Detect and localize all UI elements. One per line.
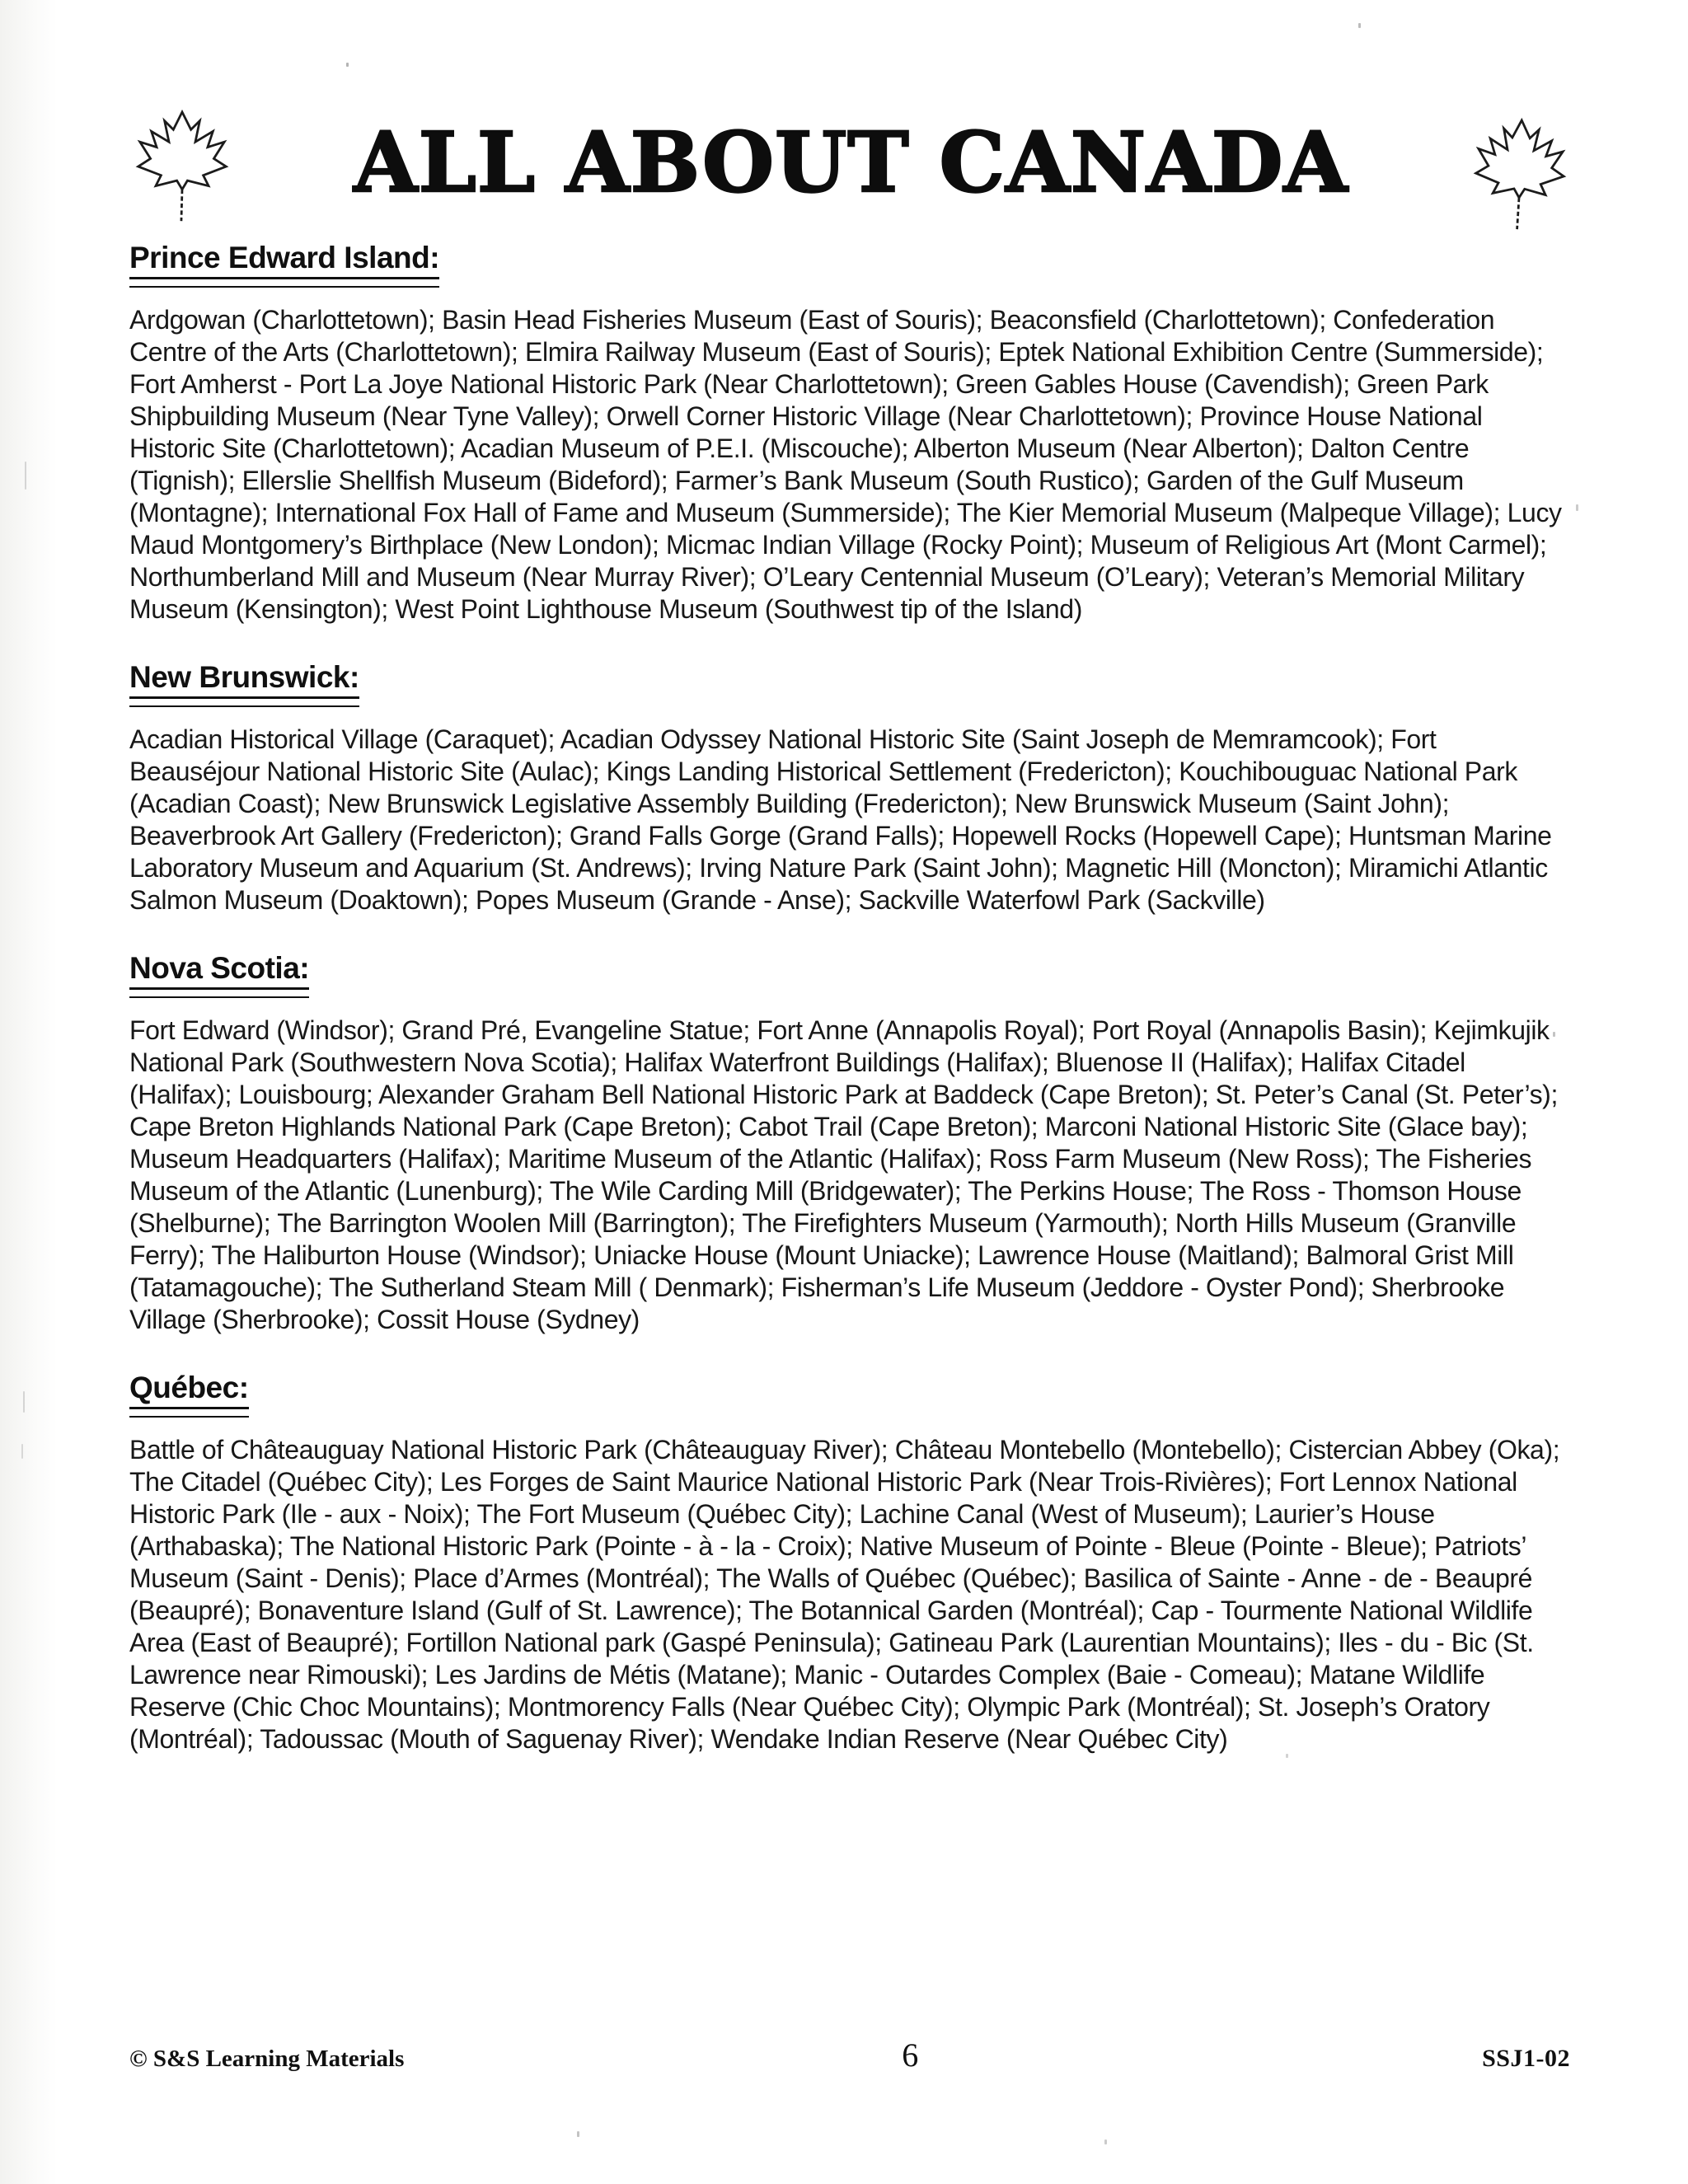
scan-speck <box>1553 1032 1555 1037</box>
scan-speck <box>346 63 349 67</box>
page-header <box>129 104 1573 236</box>
page-footer <box>129 2036 1570 2074</box>
section-nova-scotia <box>129 951 1573 1336</box>
scan-speck <box>1104 2139 1107 2144</box>
section-body: Fort Edward (Windsor); Grand Pré, Evangeline Statue; Fort Anne (Annapolis Royal); Port Royal (Annapolis Basin); Kejimkujik National Park (Southwestern Nova Scotia); Halifax Waterfront Buildings (Halifax); Bluenose II (Halifax); Halifax Citadel (Halifax); Louisbourg; Alexander Graham Bell National Historic Park at Baddeck (Cape Breton); St. Peter’s Canal (St. Peter’s); Cape Breton Highlands National Park (Cape Breton); Cabot Trail (Cape Breton); Marconi National Historic Site (Glace bay); Museum Headquarters (Halifax); Maritime Museum of the Atlantic (Halifax); Ross Farm Museum (New Ross); The Fisheries Museum of the Atlantic (Lunenburg); The Wile Carding Mill (Bridgewater); The Perkins House; The Ross - Thomson House (Shelburne); The Barrington Woolen Mill (Barrington); The Firefighters Museum (Yarmouth); North Hills Museum (Granville Ferry); The Haliburton House (Windsor); Uniacke House (Mount Uniacke); Lawrence House (Maitland); Balmoral Grist Mill (Tatamagouche); The Sutherland Steam Mill ( Denmark); Fisherman’s Life Museum (Jeddore - Oyster Pond); Sherbrooke Village (Sherbrooke); Cossit House (Sydney) <box>129 1015 1558 1334</box>
scan-speck <box>577 2131 579 2137</box>
section-body: Acadian Historical Village (Caraquet); Acadian Odyssey National Historic Site (Saint Joseph de Memramcook); Fort Beauséjour National Historic Site (Aulac); Kings Landing Historical Settlement (Fredericton); Kouchibouguac National Park (Acadian Coast); New Brunswick Legislative Assembly Building (Fredericton); New Brunswick Museum (Saint John); Beaverbrook Art Gallery (Fredericton); Grand Falls Gorge (Grand Falls); Hopewell Rocks (Hopewell Cape); Huntsman Marine Laboratory Museum and Aquarium (St. Andrews); Irving Nature Park (Saint John); Magnetic Hill (Moncton); Miramichi Atlantic Salmon Museum (Doaktown); Popes Museum (Grande - Anse); Sackville Waterfowl Park (Sackville) <box>129 724 1552 915</box>
scan-speck <box>25 462 26 490</box>
scan-speck <box>1286 1754 1288 1758</box>
page-title: ALL ABOUT CANADA <box>353 114 1348 211</box>
section-heading: New Brunswick: <box>129 660 1573 707</box>
document-code: SSJ1-02 <box>1482 2045 1570 2072</box>
section-body: Battle of Châteauguay National Historic Park (Châteauguay River); Château Montebello (Montebello); Cistercian Abbey (Oka); The Citadel (Québec City); Les Forges de Saint Maurice National Historic Park (Near Trois-Rivières); Fort Lennox National Historic Park (Ile - aux - Noix); The Fort Museum (Québec City); Lachine Canal (West of Museum); Laurier’s House (Arthabaska); The National Historic Park (Pointe - à - la - Croix); Native Museum of Pointe - Bleue (Pointe - Bleue); Patriots’ Museum (Saint - Denis); Place d’Armes (Montréal); The Walls of Québec (Québec); Basilica of Sainte - Anne - de - Beaupré (Beaupré); Bonaventure Island (Gulf of St. Lawrence); The Botannical Garden (Montréal); Cap - Tourmente National Wildlife Area (East of Beaupré); Fortillon National park (Gaspé Peninsula); Gatineau Park (Laurentian Mountains); Iles - du - Bic (St. Lawrence near Rimouski); Les Jardins de Métis (Matane); Manic - Outardes Complex (Baie - Comeau); Matane Wildlife Reserve (Chic Choc Mountains); Montmorency Falls (Near Québec City); Olympic Park (Montréal); St. Joseph’s Oratory (Montréal); Tadoussac (Mouth of Saguenay River); Wendake Indian Reserve (Near Québec City) <box>129 1435 1560 1754</box>
section-prince-edward-island <box>129 241 1573 626</box>
section-new-brunswick <box>129 660 1573 916</box>
page-number: 6 <box>902 2036 919 2074</box>
section-body: Ardgowan (Charlottetown); Basin Head Fisheries Museum (East of Souris); Beaconsfield (Charlottetown); Confederation Centre of the Arts (Charlottetown); Elmira Railway Museum (East of Souris); Eptek National Exhibition Centre (Summerside); Fort Amherst - Port La Joye National Historic Park (Near Charlottetown); Green Gables House (Cavendish); Green Park Shipbuilding Museum (Near Tyne Valley); Orwell Corner Historic Village (Near Charlottetown); Province House National Historic Site (Charlottetown); Acadian Museum of P.E.I. (Miscouche); Alberton Museum (Near Alberton); Dalton Centre (Tignish); Ellerslie Shellfish Museum (Bideford); Farmer’s Bank Museum (South Rustico); Garden of the Gulf Museum (Montagne); International Fox Hall of Fame and Museum (Summerside); The Kier Memorial Museum (Malpeque Village); Lucy Maud Montgomery’s Birthplace (New London); Micmac Indian Village (Rocky Point); Museum of Religious Art (Mont Carmel); Northumberland Mill and Museum (Near Murray River); O’Leary Centennial Museum (O’Leary); Veteran’s Memorial Military Museum (Kensington); West Point Lighthouse Museum (Southwest tip of the Island) <box>129 305 1562 624</box>
maple-leaf-icon <box>1465 110 1574 237</box>
section-heading: Prince Edward Island: <box>129 241 1573 288</box>
maple-leaf-icon <box>129 104 235 227</box>
scan-speck <box>1576 504 1578 511</box>
section-heading: Nova Scotia: <box>129 951 1573 998</box>
scan-speck <box>1136 1551 1138 1555</box>
scan-speck <box>21 1444 23 1459</box>
scan-speck <box>1358 23 1361 28</box>
scan-speck <box>23 1391 25 1413</box>
section-heading: Québec: <box>129 1371 1573 1418</box>
copyright-text: © S&S Learning Materials <box>129 2046 405 2072</box>
section-quebec <box>129 1371 1573 1755</box>
